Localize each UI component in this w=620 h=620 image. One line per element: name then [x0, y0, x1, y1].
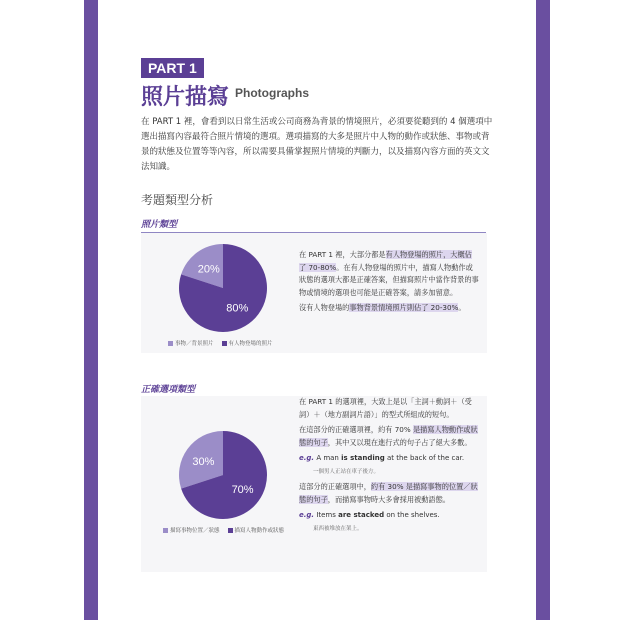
page-title: 照片描寫: [141, 85, 230, 110]
legend-label: 事物／背景照片: [175, 341, 214, 347]
answer-type-pie-chart: [177, 429, 269, 521]
legend-swatch: [168, 341, 173, 346]
legend-swatch: [163, 528, 168, 533]
photo-type-heading: 照片類型: [141, 217, 486, 233]
legend-item: [228, 526, 285, 534]
part-label: PART 1: [141, 58, 204, 78]
answer-type-paragraph-2: 在這部分的正確選項裡，約有 70% 是描寫人物動作或狀態的句子，其中又以現在進行式的句子占了絕大多數。: [299, 425, 478, 447]
photo-type-text: [299, 249, 479, 318]
answer-type-heading: 正確選項類型: [141, 382, 486, 398]
section-title: 考題類型分析: [141, 193, 214, 207]
answer-type-paragraph-1: 在 PART 1 的選項裡，大致上是以「主詞＋動詞＋（受詞）＋（地方副詞片語）」的型式所組成的短句。: [299, 397, 472, 419]
legend-item: [168, 339, 214, 347]
photo-type-paragraph-2: 沒有人物登場的事物背景情境照片則佔了 20-30%。: [299, 303, 466, 312]
photo-type-pie-chart: [177, 242, 269, 334]
pie-data-label: 20%: [197, 263, 220, 276]
example-sentence-2: e.g. Items are stacked on the shelves. 東西被堆放在架上。: [299, 511, 440, 532]
answer-type-legend: [163, 526, 284, 534]
pie-data-label: 30%: [192, 455, 215, 468]
page-subtitle: Photographs: [235, 86, 309, 100]
legend-label: 有人物登場的照片: [228, 341, 273, 347]
photo-type-paragraph-1: 在 PART 1 裡，大部分都是有人物登場的照片，大概佔了 70-80%。在有人物登場的照片中，描寫人物動作或狀態的選項大都是正確答案，但描寫照片中當作背景的事物或情境的選項也可能是正確答案，請多加留意。: [299, 250, 479, 297]
answer-type-panel: [141, 396, 487, 572]
book-page: [98, 0, 536, 620]
example-sentence-1: e.g. A man is standing at the back of the car. 一個男人正站在車子後方。: [299, 454, 465, 475]
legend-swatch: [222, 341, 227, 346]
answer-type-paragraph-3: 這部分的正確選項中，約有 30% 是描寫事物的位置／狀態的句子，而描寫事物時大多會採用被動語態。: [299, 482, 478, 504]
pie-data-label: 80%: [226, 302, 249, 315]
legend-swatch: [228, 528, 233, 533]
pie-data-label: 70%: [231, 484, 254, 497]
legend-label: 描寫事物位置／狀態: [170, 528, 220, 534]
legend-label: 描寫人物動作或狀態: [234, 528, 285, 534]
legend-item: [163, 526, 220, 534]
photo-type-panel: [141, 233, 487, 353]
legend-item: [222, 339, 273, 347]
answer-type-text: [299, 396, 479, 535]
intro-paragraph: 在 PART 1 裡，會看到以日常生活或公司商務為背景的情境照片，必須要從聽到的 4 個選項中選出描寫內容最符合照片情境的選項。選項描寫的大多是照片中人物的動作或狀態、事物或背景的狀態及位置等等內容，所以需要具備掌握照片情境的判斷力，以及描寫內容方面的英文文法知識。: [141, 117, 493, 172]
photo-type-legend: [168, 339, 273, 347]
